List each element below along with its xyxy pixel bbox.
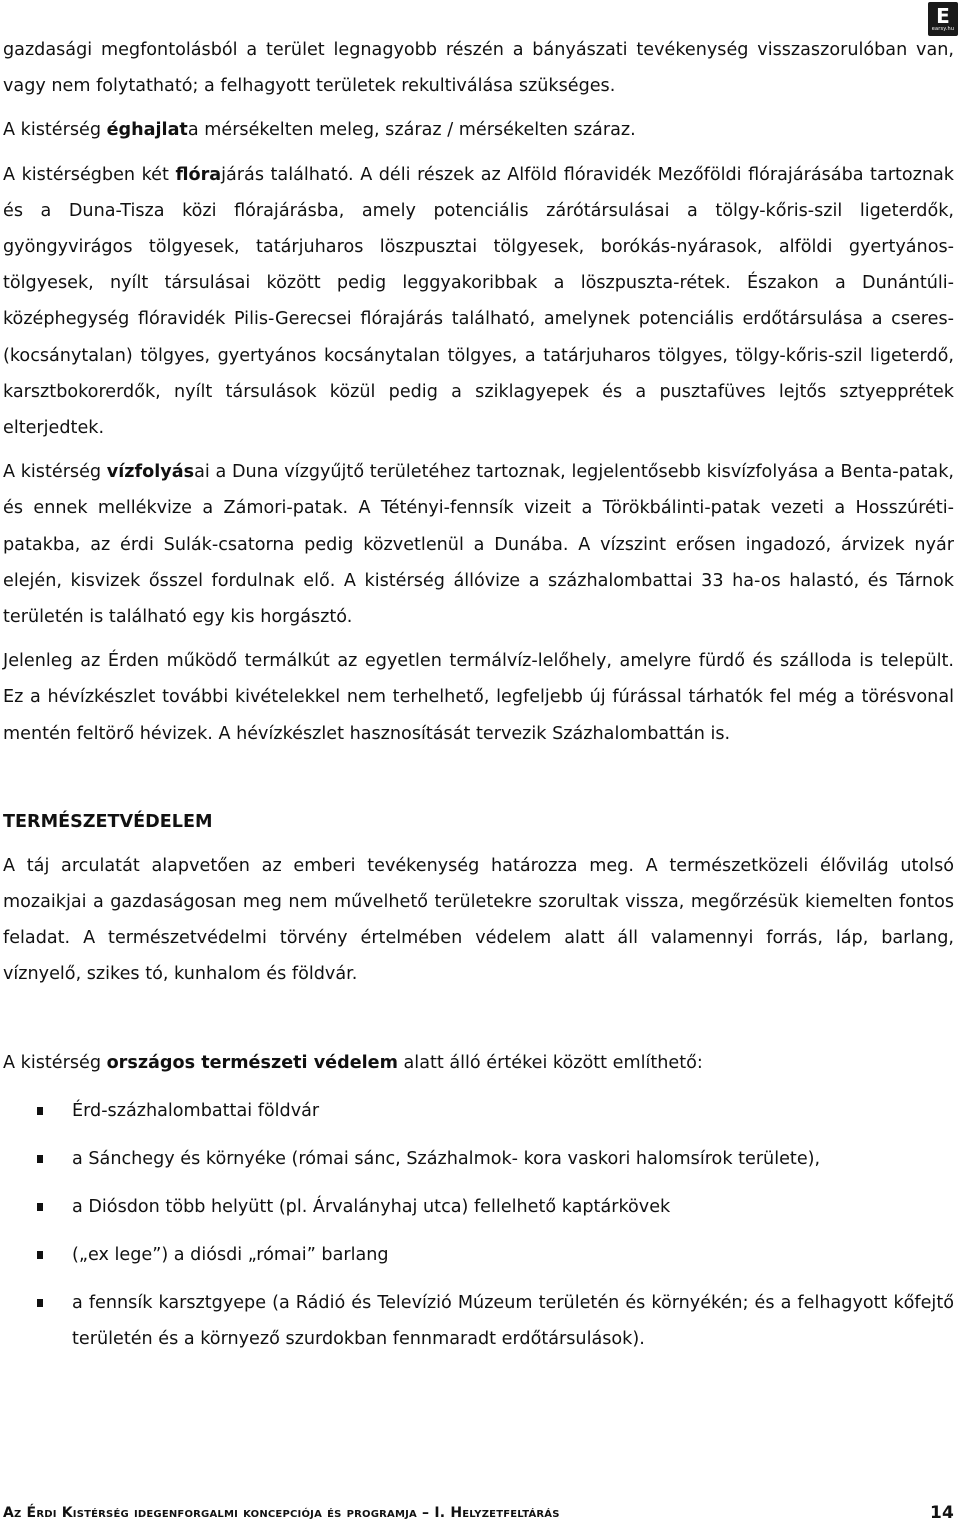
square-bullet-icon (37, 1251, 43, 1259)
logo-letter: E (936, 3, 950, 28)
list-item: Érd-százhalombattai földvár (3, 1093, 954, 1129)
bold-term: éghajlat (106, 120, 188, 141)
section-heading: TERMÉSZETVÉDELEM (3, 811, 213, 832)
list-item: a fennsík karsztgyepe (a Rádió és Televízió Múzeum területén és környékén; és a felhagyott kőfejtő területén és a környező szurdokban fennmaradt erdőtársulások). (3, 1285, 954, 1357)
paragraph-nature-protection: A táj arculatát alapvetően az emberi tevékenység határozza meg. A természetközeli élővilág utolsó mozaikjai a gazdaságosan meg nem művelhető területekre szorultak vissza, megőrzésük kiemelten fontos feladat. A természetvédelmi törvény értelmében védelem alatt áll valamennyi forrás, láp, barlang, víznyelő, szikes tó, kunhalom és földvár. (3, 855, 954, 985)
bold-term: flóra (175, 164, 222, 185)
paragraph-climate: A kistérség éghajlata mérsékelten meleg, száraz / mérsékelten száraz. (3, 120, 636, 141)
document-body (3, 32, 954, 1369)
publisher-logo (928, 2, 958, 36)
bold-term: vízfolyás (106, 462, 195, 483)
bold-term: országos természeti védelem (106, 1052, 398, 1073)
paragraph-protected-values: A kistérség országos természeti védelem alatt álló értékei között említhető: (3, 1052, 703, 1073)
protected-values-list (3, 1093, 954, 1357)
list-item: a Diósdon több helyütt (pl. Árvalányhaj utca) fellelhető kaptárkövek (3, 1189, 954, 1225)
list-item: a Sánchegy és környéke (római sánc, Százhalmok- kora vaskori halomsírok területe), (3, 1141, 954, 1177)
paragraph-thermal-water: Jelenleg az Érden működő termálkút az egyetlen termálvíz-lelőhely, amelyre fürdő és szálloda is települt. Ez a hévízkészlet további kivételekkel nem terhelhető, legfeljebb új fúrással tárhatók fel még a törésvonal mentén feltörő hévizek. A hévízkészlet hasznosítását tervezik Százhalombattán is. (3, 651, 954, 744)
square-bullet-icon (37, 1107, 43, 1115)
paragraph-mining: gazdasági megfontolásból a terület legnagyobb részén a bányászati tevékenység visszaszorulóban van, vagy nem folytatható; a felhagyott területek rekultiválása szükséges. (3, 40, 954, 97)
square-bullet-icon (37, 1203, 43, 1211)
page-number: 14 (929, 1503, 954, 1523)
logo-text: earsy.hu (931, 25, 955, 32)
footer-title: Az Érdi Kistérség idegenforgalmi koncepciója és programja – I. Helyzetfeltárás (3, 1505, 560, 1521)
square-bullet-icon (37, 1299, 43, 1307)
paragraph-waterways: A kistérség vízfolyásai a Duna vízgyűjtő területéhez tartoznak, legjelentősebb kisvízfolyása a Benta-patak, és ennek mellékvize a Zámori-patak. A Tétényi-fennsík vizeit a Törökbálinti-patak vezeti a Hosszúréti-patakba, az érdi Sulák-csatorna pedig közvetlenül a Dunába. A vízszint erősen ingadozó, árvizek nyár elején, kisvizek ősszel fordulnak elő. A kistérség állóvize a százhalombattai 33 ha-os halastó, és Tárnok területén is található egy kis horgásztó. (3, 462, 954, 628)
page-footer (3, 1503, 954, 1531)
paragraph-flora: A kistérségben két flórajárás található. A déli részek az Alföld flóravidék Mezőföldi flórajárásába tartoznak és a Duna-Tisza közi flórajárásba, amely potenciális zárótársulásai a tölgy-kőris-szil ligeterdők, gyöngyvirágos tölgyesek, tatárjuharos löszpusztai tölgyesek, borókás-nyárasok, alföldi gyertyános-tölgyesek, nyílt társulásai között pedig leggyakoribbak a löszpuszta-rétek. Északon a Dunántúli-középhegység flóravidék Pilis-Gerecsei flórajárás található, amelynek potenciális erdőtársulása a cseres-(kocsánytalan) tölgyes, gyertyános kocsánytalan tölgyes, a tatárjuharos tölgyes, tölgy-kőris-szil ligeterdő, karsztbokorerdők, nyílt társulások közül pedig a sziklagyepek és a pusztafüves lejtős sztyepprétek elterjedtek. (3, 164, 954, 439)
square-bullet-icon (37, 1155, 43, 1163)
list-item: („ex lege”) a diósdi „római” barlang (3, 1237, 954, 1273)
